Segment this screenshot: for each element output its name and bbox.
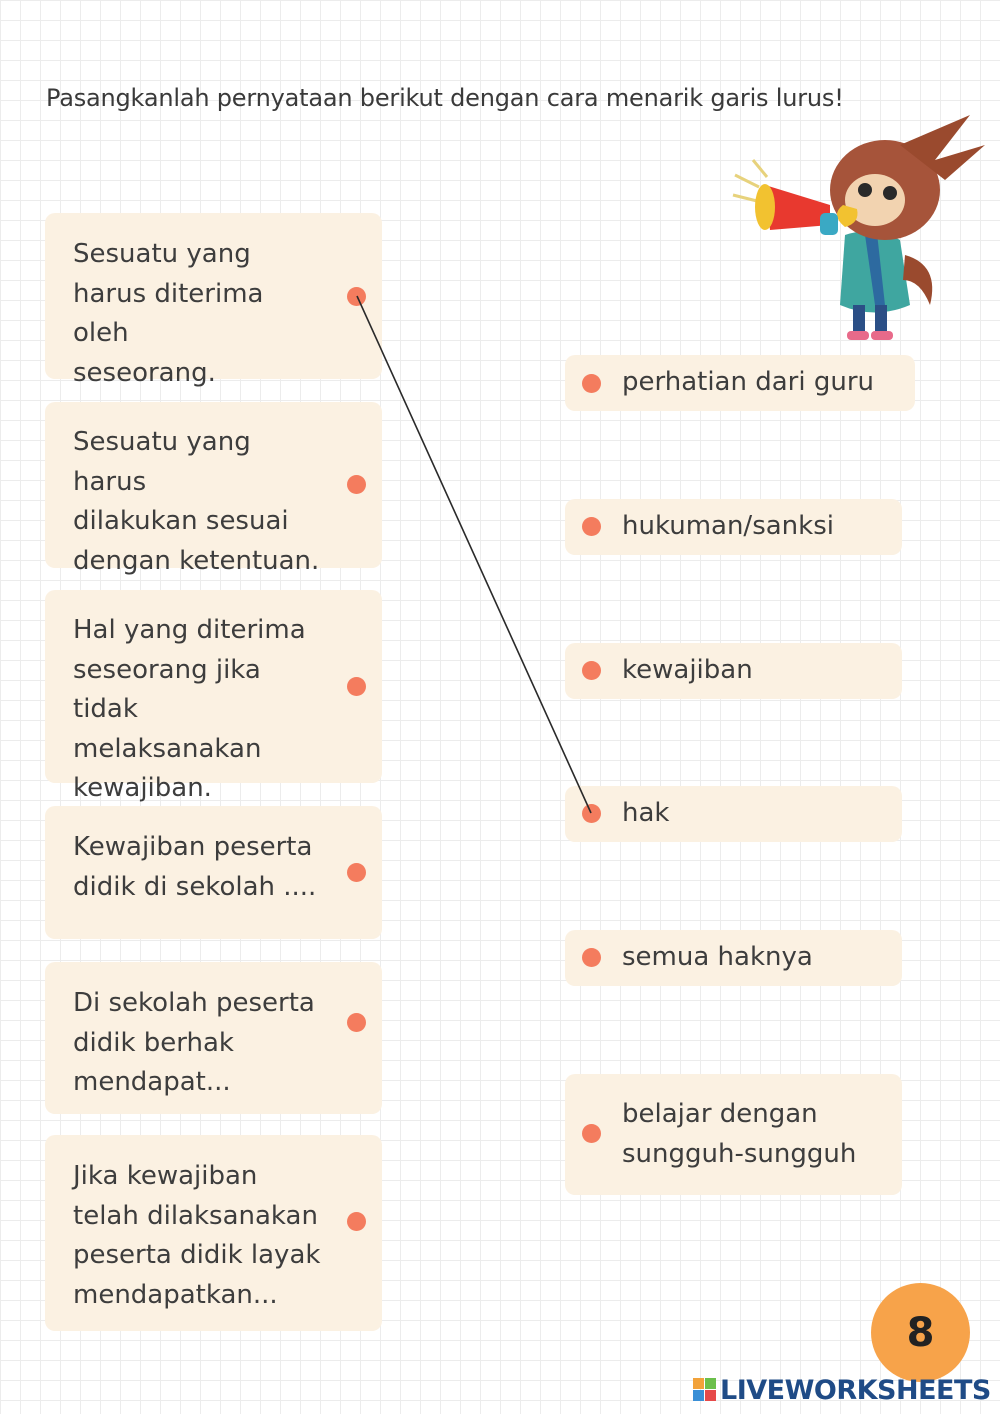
statement-connector-dot[interactable] xyxy=(347,863,366,882)
statement-text: Sesuatu yang harus dilakukan sesuai dengan ketentuan. xyxy=(73,427,320,576)
liveworksheets-logo xyxy=(693,1372,991,1408)
answer-text: hak xyxy=(622,798,670,828)
answer-connector-dot[interactable] xyxy=(582,1124,601,1143)
answer-text: semua haknya xyxy=(622,942,813,972)
statement-text: Kewajiban peserta didik di sekolah .... xyxy=(73,832,317,902)
answer-text: kewajiban xyxy=(622,655,753,685)
logo-mark-icon xyxy=(693,1378,717,1402)
instruction-text: Pasangkanlah pernyataan berikut dengan cara menarik garis lurus! xyxy=(46,84,844,112)
statement-connector-dot[interactable] xyxy=(347,677,366,696)
statement-text: Sesuatu yang harus diterima oleh seseorang. xyxy=(73,239,264,388)
answer-text: hukuman/sanksi xyxy=(622,511,834,541)
statement-text: Jika kewajiban telah dilaksanakan peserta didik layak mendapatkan... xyxy=(73,1161,321,1310)
answer-card-1 xyxy=(565,355,915,411)
logo-text: LIVEWORKSHEETS xyxy=(720,1374,991,1406)
statement-connector-dot[interactable] xyxy=(347,1013,366,1032)
answer-text: perhatian dari guru xyxy=(622,367,875,397)
statement-card-2 xyxy=(45,402,382,576)
statement-card-1 xyxy=(45,213,382,388)
statement-connector-dot[interactable] xyxy=(347,475,366,494)
answer-card-2 xyxy=(565,499,902,555)
answer-connector-dot[interactable] xyxy=(582,804,601,823)
statement-text: Di sekolah peserta didik berhak mendapat... xyxy=(73,988,315,1097)
bird-mascot-illustration xyxy=(725,105,1000,350)
statement-card-3 xyxy=(45,590,382,803)
statement-card-6 xyxy=(45,1135,382,1331)
answer-connector-dot[interactable] xyxy=(582,661,601,680)
statement-card-4 xyxy=(45,806,382,939)
statement-connector-dot[interactable] xyxy=(347,287,366,306)
answer-connector-dot[interactable] xyxy=(582,948,601,967)
statement-card-5 xyxy=(45,962,382,1114)
statement-text: Hal yang diterima seseorang jika tidak melaksanakan kewajiban. xyxy=(73,615,306,803)
statement-connector-dot[interactable] xyxy=(347,1212,366,1231)
answer-text: belajar dengan sungguh-sungguh xyxy=(622,1099,857,1169)
answer-card-3 xyxy=(565,643,902,699)
answer-card-5 xyxy=(565,930,902,986)
answer-connector-dot[interactable] xyxy=(582,517,601,536)
answer-card-4 xyxy=(565,786,902,842)
answer-connector-dot[interactable] xyxy=(582,374,601,393)
page-number-badge: 8 xyxy=(871,1283,970,1382)
connection-line xyxy=(357,296,591,813)
answer-card-6 xyxy=(565,1074,902,1195)
